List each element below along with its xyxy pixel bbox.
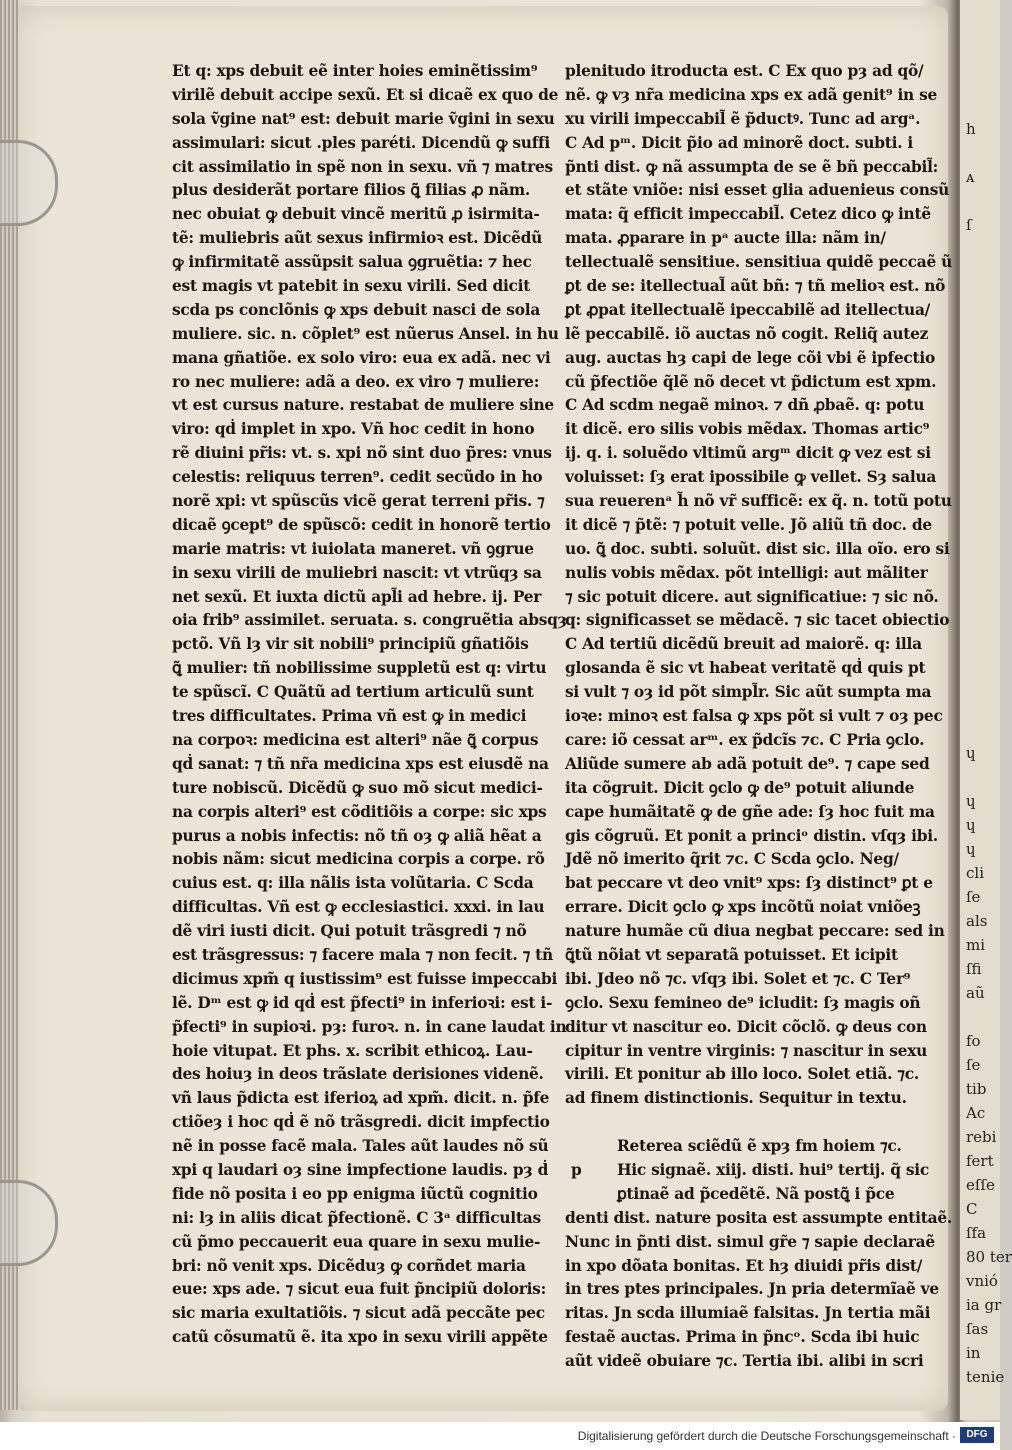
right-column-line: Aliũde sumere ab adã potuit de⁹. ⁊ cape sed bbox=[565, 754, 930, 773]
next-page-fragment: ſfi bbox=[966, 960, 982, 978]
left-column-line: vñ laus p̃dicta est iferioꝝ ad xpm̃. dicit. n. p̃fe bbox=[172, 1089, 550, 1108]
next-page-fragment: ſas bbox=[966, 1320, 989, 1338]
right-column-line: q: significasset se mẽdacẽ. ⁊ sic tacet obiectio bbox=[565, 611, 950, 630]
left-column-line: xpi q laudari oȝ sine impfectione laudis. pȝ ḋ bbox=[172, 1160, 549, 1179]
right-column-line: ꝑt ꝓpat itellectualẽ ipeccabilẽ ad itellectua/ bbox=[565, 300, 931, 319]
right-column-line: mata. ꝓparare in pᵃ aucte illa: nãm in/ bbox=[565, 229, 886, 248]
left-column-line: cũ p̃mo peccauerit eua quare in sexu mulie- bbox=[172, 1232, 541, 1251]
left-column-line: tres difficultates. Prima vñ est ꝙ in medici bbox=[172, 707, 527, 726]
left-column-line: tẽ: muliebris aũt sexus infirmioꝛ est. Dicẽdũ bbox=[172, 229, 543, 248]
next-page-fragment: ɥ bbox=[966, 744, 976, 762]
next-page-fragment: ɥ bbox=[966, 792, 976, 810]
left-column-line: cit assimilatio in spẽ non in sexu. vñ ⁊ matres bbox=[172, 157, 553, 176]
blank-line bbox=[565, 1111, 937, 1135]
next-page-fragment: ſ bbox=[966, 216, 972, 234]
right-column-line: voluisset: ſȝ erat ipossibile ꝙ vellet. Sȝ salua bbox=[565, 468, 937, 487]
right-column-line: nature humãe cũ diua negbat peccare: sed in bbox=[565, 922, 945, 941]
footer-bar bbox=[0, 1422, 1000, 1450]
right-column-line: cipitur in ventre virginis: ⁊ nascitur in sexu bbox=[565, 1041, 928, 1060]
left-column-line: des hoiuȝ in deos trãslate derisiones videnẽ. bbox=[172, 1065, 544, 1084]
right-column-line: cũ p̃fectiõe q̃lẽ nõ decet vt p̃dictum est xpm. bbox=[565, 372, 937, 391]
left-column-line: vt est cursus nature. restabat de muliere sine bbox=[172, 396, 554, 415]
next-page-fragment: tib bbox=[966, 1080, 987, 1098]
drop-cap: p bbox=[571, 1160, 582, 1179]
text-column-right bbox=[565, 60, 953, 1374]
left-column-line: ctiõeȝ i hoc qḋ ẽ nõ trãsgredi. dicit impfectio bbox=[172, 1113, 550, 1132]
left-column-line: te spũscĩ. C Quãtũ ad tertium articulũ sunt bbox=[172, 683, 534, 702]
right-column-line: C Ad scdm negaẽ minoꝛ. ⁊ dñ ꝓbaẽ. q: potu bbox=[565, 396, 925, 415]
right-column-line: festaẽ auctas. Prima in p̃ncᵒ. Scda ibi huic bbox=[565, 1328, 920, 1347]
left-column-line: est magis vt patebit in sexu virili. Sed dicit bbox=[172, 277, 531, 296]
right-column-line: lẽ peccabilẽ. iõ auctas nõ cogit. Reliq̃ autez bbox=[565, 324, 929, 343]
left-column-line: ni: lȝ in aliis dicat p̃fectionẽ. C 3ᵃ difficultas bbox=[172, 1208, 541, 1227]
right-column-line: care: iõ cessat arᵐ. ex p̃dcĩs ⁊c. C Pria ꝯclo. bbox=[565, 730, 925, 749]
left-column-line: est trãsgressus: ⁊ facere mala ⁊ non fecit. ⁊ tñ bbox=[172, 945, 553, 964]
right-column-line: Nunc in p̃nti dist. simul gr̃e ⁊ sapie declaraẽ bbox=[565, 1232, 935, 1251]
right-column-line: nẽ. ꝙ vȝ nr̃a medicina xps ex adã genit⁹ in se bbox=[565, 85, 938, 104]
next-page-fragment: Ac bbox=[966, 1104, 986, 1122]
left-column-line: net sexũ. Et iuxta dictũ apl̃i ad hebre. ij. Per bbox=[172, 587, 542, 606]
left-column-line: oia frib⁹ assimilet. seruata. s. congruẽtia absqȝ bbox=[172, 611, 567, 630]
left-column-line: catũ cõsumatũ ẽ. ita xpo in sexu virili appẽte bbox=[172, 1328, 548, 1347]
next-page-fragment: aũ bbox=[966, 984, 985, 1002]
next-page-fragment: in bbox=[966, 1344, 981, 1362]
left-column-line: lẽ. Dᵐ est ꝙ id qḋ est p̃fecti⁹ in inferioꝛi: est i- bbox=[172, 993, 553, 1012]
left-column-line: norẽ xpi: vt spũscũs vicẽ gerat terreni pr̃is. ⁊ bbox=[172, 492, 545, 511]
left-column-line: nec obuiat ꝙ debuit vincẽ meritũ ꝓ isirmita- bbox=[172, 205, 540, 224]
right-column-line: C Ad pᵐ. Dicit p̃io ad minorẽ doct. subti. i bbox=[565, 133, 914, 152]
next-page-fragment: fert bbox=[966, 1152, 994, 1170]
right-column-line: C Ad tertiũ dicẽdũ breuit ad maiorẽ. q: illa bbox=[565, 635, 922, 654]
next-page-fragment: tenie bbox=[966, 1368, 1005, 1386]
left-column-line: celestis: reliquus terren⁹. cedit secũdo in ho bbox=[172, 468, 543, 487]
left-column-line: viro: qḋ implet in xpo. Vñ hoc cedit in hono bbox=[172, 420, 535, 439]
right-column-line: uo. ꝗ̃ doc. subti. soluũt. dist sic. illa oĩo. ero si bbox=[565, 539, 950, 558]
next-page-fragment: 80 ter bbox=[966, 1248, 1012, 1266]
right-column-line: bat peccare vt deo vnit⁹ xps: ſȝ distinct⁹ ꝑt e bbox=[565, 874, 933, 893]
left-column-line: na corpis alteri⁹ est cõditiõis a corpe: sic xps bbox=[172, 802, 547, 821]
next-page-edge bbox=[960, 0, 1012, 1420]
next-page-fragment: vnió bbox=[966, 1272, 998, 1290]
left-column-line: ro nec muliere: adã a deo. ex viro ⁊ muliere: bbox=[172, 372, 540, 391]
next-page-fragment: als bbox=[966, 912, 988, 930]
left-column-line: nẽ in posse facẽ mala. Tales aũt laudes nõ sũ bbox=[172, 1137, 549, 1156]
next-page-fragment: ɥ bbox=[966, 840, 976, 858]
right-column-line: gis cõgruũ. Et ponit a princiᵒ distin. vſqȝ ibi. bbox=[565, 826, 938, 845]
next-page-fragment: ia gr bbox=[966, 1296, 1002, 1314]
right-column-line: ꝑt de se: itellectual̃ aũt bñ: ⁊ tñ melioꝛ est. nõ bbox=[565, 277, 946, 296]
right-column-line: in xpo dõata bonitas. Et hȝ diuidi pr̃is dist/ bbox=[565, 1256, 923, 1275]
right-column-line: Reterea sciẽdũ ẽ xpȝ fm hoiem ⁊c. bbox=[617, 1137, 902, 1156]
next-page-fragment: ſfa bbox=[966, 1224, 987, 1242]
right-column-line: si vult ⁊ oȝ id põt simpl̃r. Sic aũt sumpta ma bbox=[565, 683, 932, 702]
left-column-line: ꝙ infirmitatẽ assũpsit salua ꝯgruẽtia: ⁊ hec bbox=[172, 253, 532, 272]
left-column-line: marie matris: vt iuiolata maneret. vñ ꝯgrue bbox=[172, 539, 534, 558]
right-column-line: xu virili impeccabil̃ ẽ p̃ductꝰ. Tunc ad argᵃ. bbox=[565, 109, 921, 128]
right-column-line: p Hic signaẽ. xiij. disti. hui⁹ tertij. q̃ sic bbox=[565, 1159, 937, 1183]
left-column-line: Et q: xps debuit eẽ inter hoies eminẽtissim⁹ bbox=[172, 62, 538, 80]
right-column-line: ꝗ̃tũ nõiat vt separatã potuisset. Et icipit bbox=[565, 945, 898, 964]
left-column-line: scda ps conclõnis ꝙ xps debuit nasci de sola bbox=[172, 300, 541, 319]
left-column-line: bri: nõ venit xps. Dicẽduȝ ꝙ corñdet maria bbox=[172, 1256, 526, 1275]
left-column-line: eue: xps ade. ⁊ sicut eua fuit p̃ncipiũ doloris: bbox=[172, 1280, 547, 1299]
right-column-line: errare. Dicit ꝯclo ꝙ xps incõtũ noiat vniõeꝫ bbox=[565, 898, 921, 917]
right-column-line: mata: q̃ efficit impeccabil̃. Cetez dico ꝙ intẽ bbox=[565, 205, 931, 224]
left-column-line: ture nobiscũ. Dicẽdũ ꝙ suo mõ sicut medici- bbox=[172, 778, 543, 797]
footer-credit: Digitalisierung gefördert durch die Deutsche Forschungsgemeinschaft · bbox=[577, 1429, 956, 1443]
left-column-line: nobis nãm: sicut medicina corpis a corpe. rõ bbox=[172, 850, 545, 869]
right-column-line: et stãte vniõe: nisi esset glia aduenieus consũ bbox=[565, 181, 950, 200]
left-column-line: qḋ sanat: ⁊ tñ nr̃a medicina xps est eiusdẽ na bbox=[172, 754, 549, 773]
right-column-line: plenitudo itroducta est. C Ex quo pȝ ad qõ/ bbox=[565, 62, 924, 80]
right-column-line: cape humãitatẽ ꝙ de gñe ade: ſȝ hoc fuit ma bbox=[565, 802, 935, 821]
next-page-fragment: h bbox=[966, 120, 976, 138]
right-column-line: ritas. Jn scda illumiaẽ falsitas. Jn tertia mãi bbox=[565, 1304, 931, 1323]
text-column-left bbox=[172, 60, 567, 1350]
right-column-line: aũt videẽ obuiare ⁊c. Tertia ibi. alibi in scri bbox=[565, 1352, 924, 1371]
left-column-line: cuius est. q: illa nãlis ista volũtaria. C Scda bbox=[172, 874, 534, 893]
right-column-line: ditur vt nascitur eo. Dicit cõclõ. ꝙ deus con bbox=[565, 1017, 927, 1036]
left-column-line: purus a nobis infectis: nõ tñ oȝ ꝙ aliã hẽat a bbox=[172, 826, 542, 845]
right-column-line: aug. auctas hȝ capi de lege cõi vbi ẽ ipfectio bbox=[565, 348, 935, 367]
right-column-line: ad finem distinctionis. Sequitur in textu. bbox=[565, 1089, 907, 1108]
right-column-line: ꝑtinaẽ ad p̃cedẽtẽ. Nã postꝗ̃ i p̃ce bbox=[617, 1184, 895, 1203]
left-column-line: ꝗ̃ mulier: tñ nobilissime suppletũ est q: virtu bbox=[172, 659, 547, 678]
right-column-line: ita cõgruit. Dicit ꝯclo ꝙ de⁹ potuit aliunde bbox=[565, 778, 915, 797]
left-column-line: na corpoꝛ: medicina est alteri⁹ nãe ꝗ̃ corpus bbox=[172, 730, 539, 749]
left-column-line: fide nõ posita i eo pp enigma iũctũ cognitio bbox=[172, 1184, 538, 1203]
left-column-line: in sexu virili de muliebri nascit: vt vtrũqȝ sa bbox=[172, 563, 542, 582]
left-column-line: sic maria exultatiõis. ⁊ sicut adã peccãte pec bbox=[172, 1304, 545, 1323]
next-page-fragment: ɥ bbox=[966, 816, 976, 834]
left-column-line: sola ṽgine nat⁹ est: debuit marie ṽgini in sexu bbox=[172, 109, 555, 128]
left-column-line: plus desiderãt portare filios ꝗ̃ filias ꝓ nãm. bbox=[172, 181, 531, 200]
right-column-line: virili. Et ponitur ab illo loco. Solet etiã. ⁊c. bbox=[565, 1065, 919, 1084]
right-column-line: in tres ptes principales. Jn pria determĩaẽ ve bbox=[565, 1280, 939, 1299]
next-page-fragment: fo bbox=[966, 1032, 981, 1050]
right-column-line: it dicẽ. ero silis vobis mẽdax. Thomas artic⁹ bbox=[565, 420, 930, 439]
next-page-fragment: mi bbox=[966, 936, 986, 954]
right-column-line: it dicẽ ⁊ p̃tẽ: ⁊ potuit velle. Jõ aliũ tñ doc. de bbox=[565, 515, 932, 534]
right-column-line: p̃nti dist. ꝙ nã assumpta de se ẽ bñ peccabil̃: bbox=[565, 157, 939, 176]
left-column-line: p̃fecti⁹ in supioꝛi. pȝ: furoꝛ. n. in cane laudat in bbox=[172, 1017, 567, 1036]
right-column-line: ij. q. i. soluẽdo vltimũ argᵐ dicit ꝙ vez est si bbox=[565, 444, 931, 463]
left-column-line: mana gñatiõe. ex solo viro: eua ex adã. nec vi bbox=[172, 348, 551, 367]
left-column-line: pctõ. Vñ lȝ vir sit nobili⁹ principiũ gñatiõis bbox=[172, 635, 529, 654]
next-page-fragment: rebi bbox=[966, 1128, 997, 1146]
right-column-line: Jdẽ nõ imerito q̃rit ⁊c. C Scda ꝯclo. Neg/ bbox=[565, 850, 899, 869]
next-page-fragment: ſe bbox=[966, 888, 981, 906]
right-column-line: ⁊ sic potuit dicere. aut significatiue: ⁊ sic nõ. bbox=[565, 587, 939, 606]
left-column-line: dicaẽ ꝯcept⁹ de spũscõ: cedit in honorẽ tertio bbox=[172, 515, 551, 534]
left-column-line: difficultas. Vñ est ꝙ ecclesiastici. xxxi. in lau bbox=[172, 898, 545, 917]
right-column-line: sua reuerenᵃ h̃ nõ vr̃ sufficẽ: ex q̃. n. totũ potu bbox=[565, 492, 952, 511]
next-page-fragment: C bbox=[966, 1200, 978, 1218]
left-column-line: dicimus xpm̃ q iustissim⁹ est fuisse impeccabi bbox=[172, 969, 558, 988]
next-page-fragment: ſe bbox=[966, 1056, 981, 1074]
next-page-fragment: cli bbox=[966, 864, 984, 882]
right-column-line: glosanda ẽ sic vt habeat veritatẽ qḋ quis pt bbox=[565, 659, 926, 678]
right-column-line: ioꝛe: minoꝛ est falsa ꝙ xps põt si vult ⁊ oȝ pec bbox=[565, 707, 943, 726]
left-column-line: rẽ diuini pr̃is: vt. s. xpi nõ sint duo p̃res: vnus bbox=[172, 444, 552, 463]
left-column-line: virilẽ debuit accipe sexũ. Et si dicaẽ ex quo de bbox=[172, 85, 559, 104]
left-column-line: assimulari: sicut .ples paréti. Dicendũ ꝙ suffi bbox=[172, 133, 551, 152]
right-column-line: nulis vobis mẽdax. põt intelligi: aut mãliter bbox=[565, 563, 928, 582]
right-column-line: denti dist. nature posita est assumpte entitaẽ. bbox=[565, 1208, 952, 1227]
left-column-line: hoie vitupat. Et phs. x. scribit ethicoꝝ. Lau- bbox=[172, 1041, 533, 1060]
right-column-line: ꝯclo. Sexu femineo de⁹ icludit: ſȝ magis oñ bbox=[565, 993, 921, 1012]
next-page-fragment: ᴀ bbox=[966, 168, 975, 186]
left-column-line: dẽ viri iusti dicit. Qui potuit trãsgredi ⁊ nõ bbox=[172, 922, 527, 941]
left-column-line: muliere. sic. n. cõplet⁹ est nũerus Ansel. in hu bbox=[172, 324, 559, 343]
dfg-logo: DFG bbox=[960, 1427, 994, 1443]
right-column-line: ibi. Jdeo nõ ⁊c. vſqȝ ibi. Solet et ⁊c. C Ter⁹ bbox=[565, 969, 911, 988]
next-page-fragment: eſſe bbox=[966, 1176, 995, 1194]
right-column-line: tellectualẽ sensitiue. sensitiua quidẽ peccaẽ ũ bbox=[565, 253, 953, 272]
